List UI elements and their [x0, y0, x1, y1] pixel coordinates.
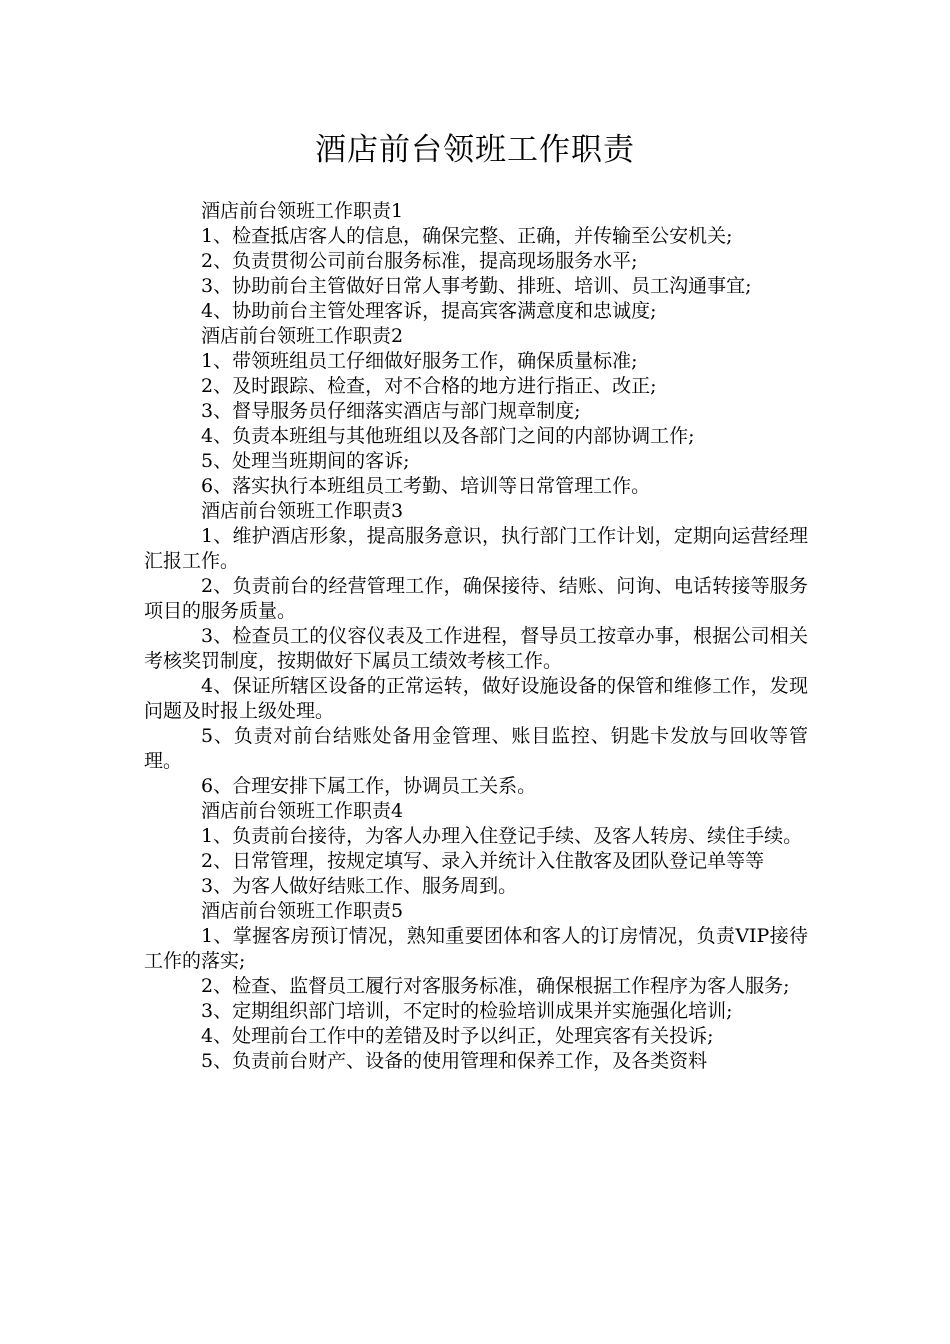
paragraph: 3、督导服务员仔细落实酒店与部门规章制度;: [201, 400, 581, 422]
paragraph: 2、负责前台的经营管理工作，确保接待、结账、问询、电话转接等服务项目的服务质量。: [144, 575, 808, 622]
paragraph: 2、及时跟踪、检查，对不合格的地方进行指正、改正;: [201, 375, 657, 397]
paragraph: 2、检查、监督员工履行对客服务标准，确保根据工作程序为客人服务;: [201, 975, 790, 997]
paragraph: 6、落实执行本班组员工考勤、培训等日常管理工作。: [201, 475, 651, 497]
paragraph: 2、日常管理，按规定填写、录入并统计入住散客及团队登记单等等: [201, 850, 765, 872]
paragraph: 4、保证所辖区设备的正常运转，做好设施设备的保管和维修工作，发现问题及时报上级处理。: [144, 675, 808, 722]
paragraph: 4、负责本班组与其他班组以及各部门之间的内部协调工作;: [201, 425, 695, 447]
paragraph-section-heading: 酒店前台领班工作职责3: [201, 500, 404, 522]
paragraph-section-heading: 酒店前台领班工作职责2: [201, 325, 404, 347]
document-title: 酒店前台领班工作职责: [315, 132, 635, 168]
paragraph: 6、合理安排下属工作，协调员工关系。: [201, 775, 537, 797]
paragraph: 1、检查抵店客人的信息，确保完整、正确，并传输至公安机关;: [201, 225, 733, 247]
paragraph-section-heading: 酒店前台领班工作职责5: [201, 900, 404, 922]
document-body: [144, 199, 808, 1074]
paragraph: 1、维护酒店形象，提高服务意识，执行部门工作计划，定期向运营经理汇报工作。: [144, 525, 808, 572]
paragraph: 3、协助前台主管做好日常人事考勤、排班、培训、员工沟通事宜;: [201, 275, 752, 297]
paragraph: 2、负责贯彻公司前台服务标准，提高现场服务水平;: [201, 250, 638, 272]
paragraph-section-heading: 酒店前台领班工作职责1: [201, 200, 404, 222]
paragraph: 1、负责前台接待，为客人办理入住登记手续、及客人转房、续住手续。: [201, 825, 803, 847]
paragraph: 5、负责对前台结账处备用金管理、账目监控、钥匙卡发放与回收等管理。: [144, 725, 808, 772]
paragraph: 3、检查员工的仪容仪表及工作进程，督导员工按章办事，根据公司相关考核奖罚制度，按期做好下属员工绩效考核工作。: [144, 625, 808, 672]
paragraph: 5、处理当班期间的客诉;: [201, 450, 410, 472]
paragraph: 3、为客人做好结账工作、服务周到。: [201, 875, 518, 897]
paragraph: 1、掌握客房预订情况，熟知重要团体和客人的订房情况，负责VIP接待工作的落实;: [144, 925, 808, 972]
paragraph: 4、协助前台主管处理客诉，提高宾客满意度和忠诚度;: [201, 300, 657, 322]
paragraph-section-heading: 酒店前台领班工作职责4: [201, 800, 404, 822]
paragraph: 4、处理前台工作中的差错及时予以纠正，处理宾客有关投诉;: [201, 1025, 714, 1047]
paragraph: 3、定期组织部门培训，不定时的检验培训成果并实施强化培训;: [201, 1000, 733, 1022]
paragraph: 5、负责前台财产、设备的使用管理和保养工作，及各类资料: [201, 1050, 708, 1072]
paragraph: 1、带领班组员工仔细做好服务工作，确保质量标准;: [201, 350, 638, 372]
